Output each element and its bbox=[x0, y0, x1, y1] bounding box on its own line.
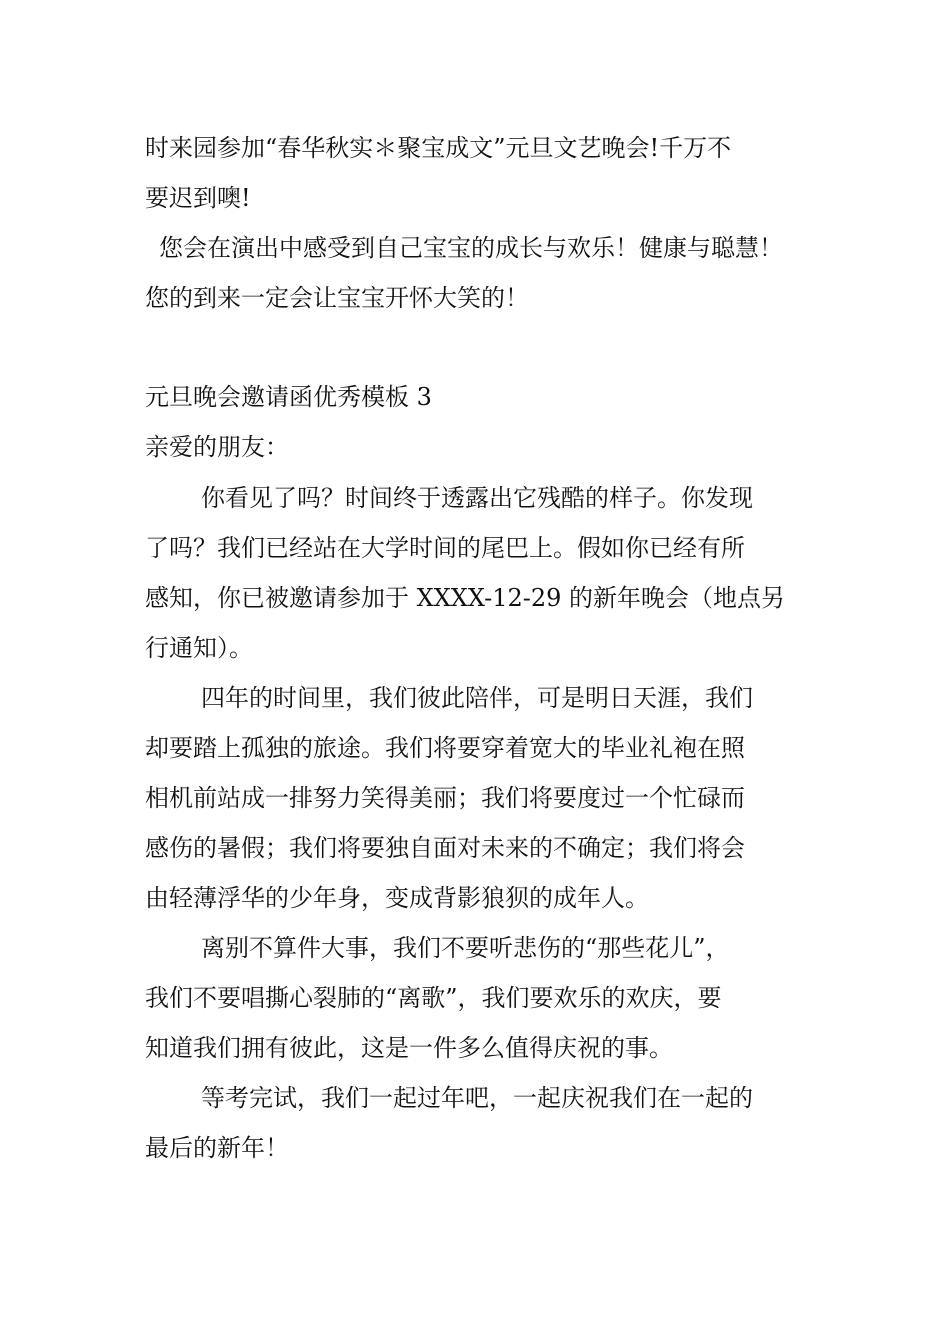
section-title bbox=[145, 372, 815, 422]
paragraph-line: 我们不要唱撕心裂肺的“离歌”，我们要欢乐的欢庆，要 bbox=[145, 984, 722, 1012]
paragraph-1 bbox=[145, 473, 815, 673]
paragraph-line: 由轻薄浮华的少年身，变成背影狼狈的成年人。 bbox=[145, 884, 649, 912]
salutation bbox=[145, 422, 815, 472]
paragraph-4 bbox=[145, 1073, 815, 1173]
paragraph-line: 感知，你已被邀请参加于 XXXX-12-29 的新年晚会（地点另 bbox=[145, 584, 786, 612]
section-title-text: 元旦晚会邀请函优秀模板 3 bbox=[145, 383, 432, 411]
intro-line: 要迟到噢! bbox=[145, 184, 251, 212]
paragraph-line: 四年的时间里，我们彼此陪伴，可是明日天涯，我们 bbox=[201, 684, 753, 712]
paragraph-line: 知道我们拥有彼此，这是一件多么值得庆祝的事。 bbox=[145, 1034, 673, 1062]
paragraph-line: 感伤的暑假；我们将要独自面对未来的不确定；我们将会 bbox=[145, 834, 745, 862]
paragraph-line: 却要踏上孤独的旅途。我们将要穿着宽大的毕业礼袍在照 bbox=[145, 734, 745, 762]
intro-line: 您会在演出中感受到自己宝宝的成长与欢乐！健康与聪慧！ bbox=[159, 234, 783, 262]
paragraph-3 bbox=[145, 923, 815, 1073]
intro-paragraph bbox=[145, 123, 815, 323]
paragraph-line: 等考完试，我们一起过年吧，一起庆祝我们在一起的 bbox=[201, 1084, 753, 1112]
salutation-text: 亲爱的朋友： bbox=[145, 433, 289, 461]
paragraph-line: 最后的新年！ bbox=[145, 1134, 289, 1162]
intro-line: 时来园参加“春华秋实＊聚宝成文”元旦文艺晚会!千万不 bbox=[145, 134, 732, 162]
paragraph-line: 你看见了吗？时间终于透露出它残酷的样子。你发现 bbox=[201, 484, 753, 512]
paragraph-line: 行通知）。 bbox=[145, 634, 253, 662]
paragraph-line: 离别不算件大事，我们不要听悲伤的“那些花儿”， bbox=[201, 934, 730, 962]
paragraph-2 bbox=[145, 673, 815, 923]
paragraph-line: 了吗？我们已经站在大学时间的尾巴上。假如你已经有所 bbox=[145, 534, 745, 562]
intro-line: 您的到来一定会让宝宝开怀大笑的！ bbox=[145, 284, 529, 312]
paragraph-line: 相机前站成一排努力笑得美丽；我们将要度过一个忙碌而 bbox=[145, 784, 745, 812]
